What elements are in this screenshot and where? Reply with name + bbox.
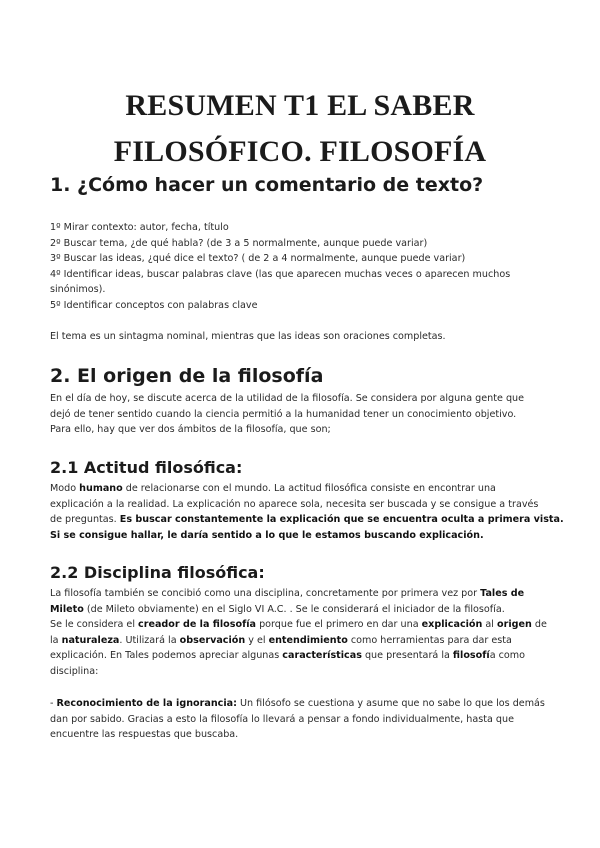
paragraph-line: En el día de hoy, se discute acerca de la utilidad de la filosofía. Se considera por alguna gente que <box>50 393 525 404</box>
step-4: 4º Identificar ideas, buscar palabras clave (las que aparecen muchas veces o aparecen muchos <box>50 268 511 280</box>
paragraph-line: La filosofía también se concibió como una disciplina, concretamente por primera vez por Tales de <box>50 588 525 599</box>
characteristic-ignorance <box>50 696 550 743</box>
paragraph-line: Se le considera el creador de la filosofía porque fue el primero en dar una explicación al origen de <box>50 619 547 631</box>
section-1-heading: 1. ¿Cómo hacer un comentario de texto? <box>50 174 484 196</box>
step-1: 1º Mirar contexto: autor, fecha, título <box>50 222 229 233</box>
section-2-2-paragraph <box>50 586 550 680</box>
title-line-1: RESUMEN T1 EL SABER <box>125 89 475 122</box>
paragraph-line: explicación a la realidad. La explicación no aparece sola, necesita ser buscada y se consigue a través <box>50 498 539 510</box>
bold-sentence: Es buscar constantemente la explicación que se encuentra oculta a primera vista. <box>119 514 564 526</box>
section-1-note: El tema es un sintagma nominal, mientras que las ideas son oraciones completas. <box>50 331 446 342</box>
paragraph-line: disciplina: <box>50 665 99 677</box>
step-2: 2º Buscar tema, ¿de qué habla? (de 3 a 5 normalmente, aunque puede variar) <box>50 237 428 249</box>
paragraph-line: dan por sabido. Gracias a esto la filosofía lo llevará a pensar a fondo individualmente, hasta que <box>50 713 514 725</box>
bold-term: humano <box>79 483 123 494</box>
step-5: 5º Identificar conceptos con palabras clave <box>50 299 258 311</box>
title-line-2: FILOSÓFICO. FILOSOFÍA <box>113 135 487 168</box>
paragraph-line: - Reconocimiento de la ignorancia: Un filósofo se cuestiona y asume que no sabe lo que los demás <box>50 698 545 709</box>
document-title <box>0 84 600 174</box>
section-2-1-heading: 2.1 Actitud filosófica: <box>50 458 243 477</box>
paragraph-line: Modo humano de relacionarse con el mundo. La actitud filosófica consiste en encontrar una <box>50 483 496 494</box>
section-2-2-heading: 2.2 Disciplina filosófica: <box>50 563 265 582</box>
paragraph-line: la naturaleza. Utilizará la observación y el entendimiento como herramientas para dar esta <box>50 634 512 646</box>
bold-sentence: Si se consigue hallar, le daría sentido a lo que le estamos buscando explicación. <box>50 529 484 541</box>
step-4-cont: sinónimos). <box>50 284 106 296</box>
paragraph-line: Para ello, hay que ver dos ámbitos de la filosofía, que son; <box>50 424 331 436</box>
section-2-1-paragraph <box>50 481 564 543</box>
paragraph-line: dejó de tener sentido cuando la ciencia permitió a la humanidad tener un conocimiento objetivo. <box>50 408 517 420</box>
paragraph-line: Mileto (de Mileto obviamente) en el Siglo VI A.C. . Se le considerará el iniciador de la filosofía. <box>50 603 505 615</box>
section-1-steps <box>50 220 550 314</box>
paragraph-line <box>50 528 550 544</box>
paragraph-line: encuentre las respuestas que buscaba. <box>50 729 239 741</box>
section-2-paragraph <box>50 391 550 438</box>
section-2-heading: 2. El origen de la filosofía <box>50 365 324 387</box>
step-3: 3º Buscar las ideas, ¿qué dice el texto? ( de 2 a 4 normalmente, aunque puede variar) <box>50 253 466 265</box>
paragraph-line: de preguntas. Es buscar constantemente la explicación que se encuentra oculta a primera vista. <box>50 514 564 526</box>
paragraph-line: explicación. En Tales podemos apreciar algunas características que presentará la filosofía como <box>50 650 525 662</box>
